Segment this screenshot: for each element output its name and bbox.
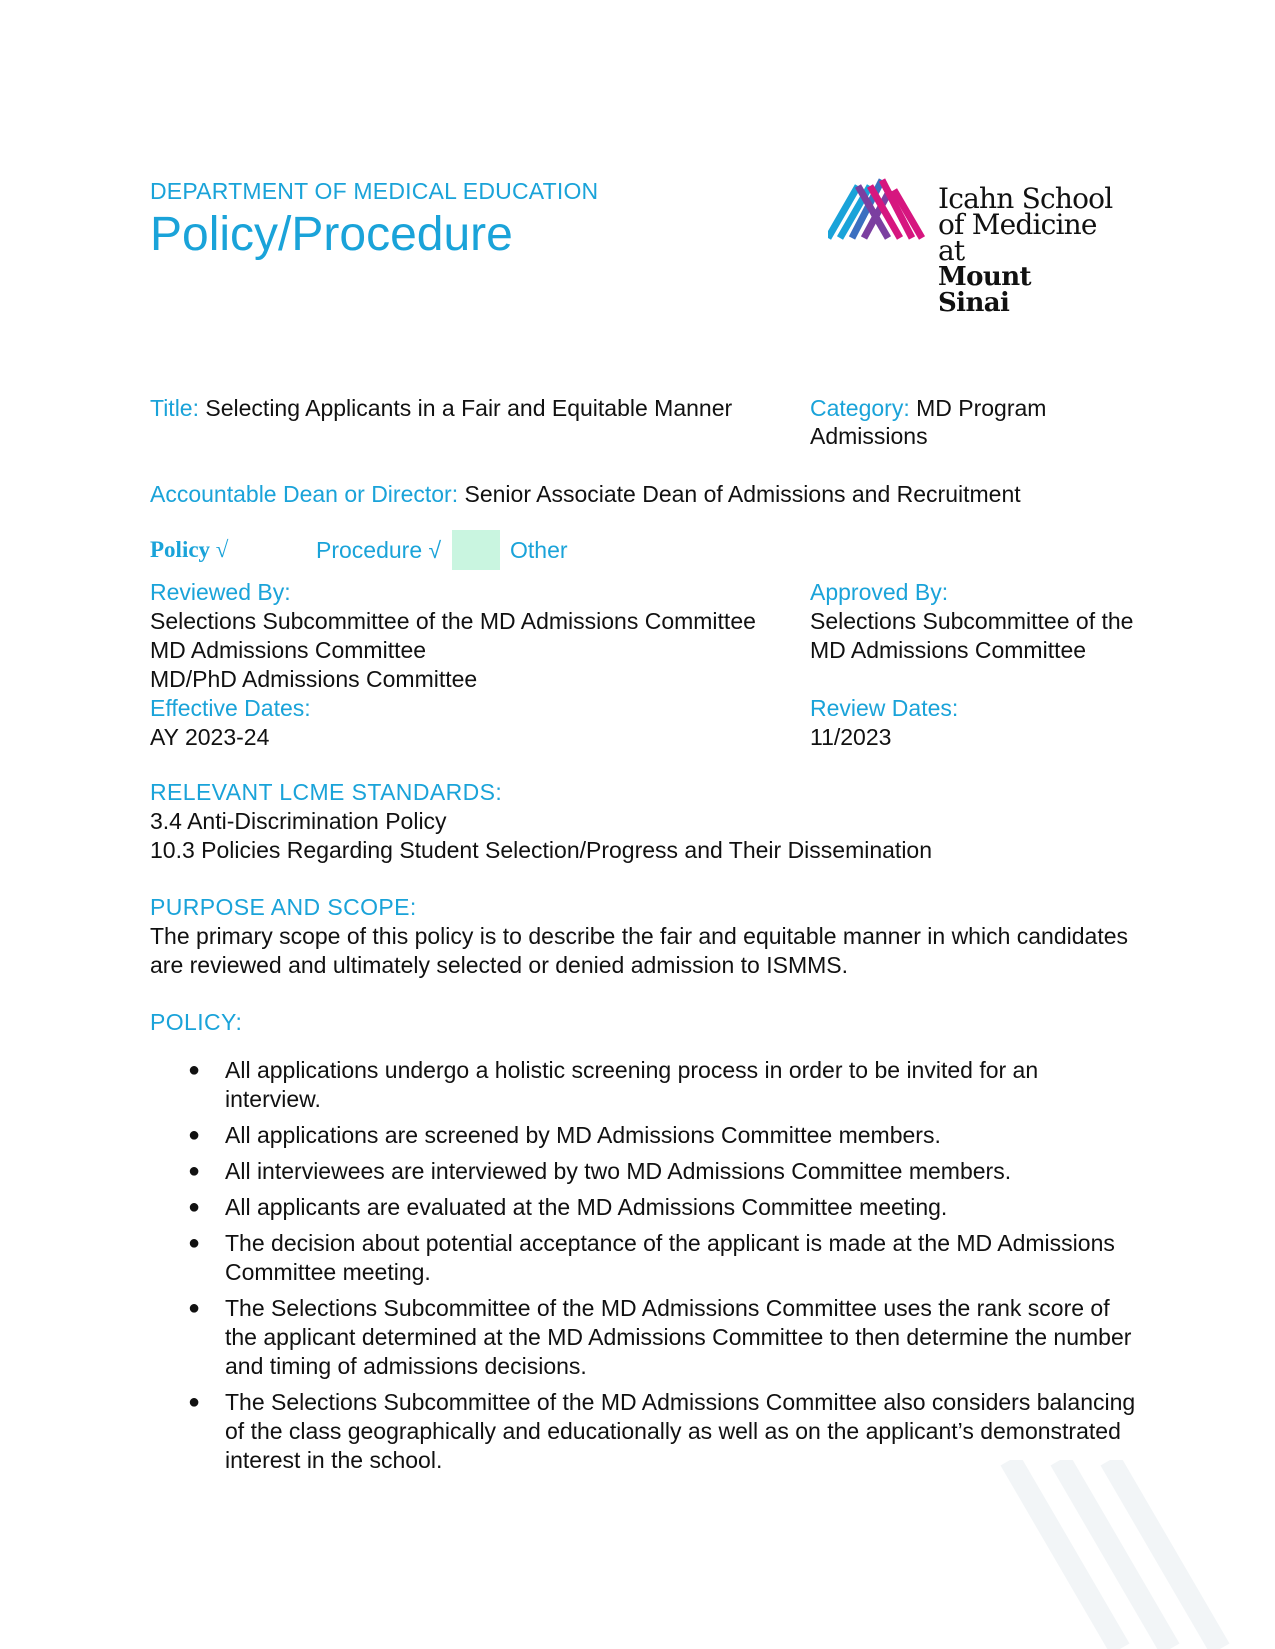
bullet-icon: ● [188,1297,201,1319]
list-item: ● All applicants are evaluated at the MD Admissions Committee meeting. [188,1194,948,1220]
category-label: Category: [810,395,910,421]
logo-mark-icon [828,176,938,246]
bullet-icon: ● [188,1391,201,1413]
category-value-line1: MD Program [916,395,1047,421]
lcme-standard-item: 3.4 Anti-Discrimination Policy [150,808,447,834]
procedure-check: Procedure √ [316,537,442,563]
title-value: Selecting Applicants in a Fair and Equitable Manner [205,395,733,421]
page-title: Policy/Procedure [150,208,513,261]
policy-list [150,1056,1140,1482]
logo-text-line1: Icahn School [938,182,1113,215]
department-heading: DEPARTMENT OF MEDICAL EDUCATION [150,178,599,204]
dean-label: Accountable Dean or Director: [150,481,459,507]
logo-text-line2: of Medicine at [938,208,1097,267]
approved-by-item: MD Admissions Committee [810,637,1087,663]
list-item: ● All applications undergo a holistic screening process in order to be invited for an interview. [188,1057,1039,1112]
effective-dates-label: Effective Dates: [150,695,311,721]
policy-section [150,1008,242,1037]
purpose-heading: PURPOSE AND SCOPE: [150,894,417,920]
lcme-standards-heading: RELEVANT LCME STANDARDS: [150,779,503,805]
review-dates-label: Review Dates: [810,695,959,721]
reviewed-by-item: MD/PhD Admissions Committee [150,666,478,692]
title-label: Title: [150,395,199,421]
approved-by-item: Selections Subcommittee of the [810,608,1134,634]
dean-value: Senior Associate Dean of Admissions and Recruitment [464,481,1021,507]
purpose-section [150,893,1150,980]
accountable-dean-field [150,480,1021,508]
other-check: Other [510,537,568,563]
other-checkbox [452,530,500,570]
effective-dates-value: AY 2023-24 [150,724,270,750]
policy-heading: POLICY: [150,1009,243,1035]
watermark-stripes-icon [1000,1460,1275,1649]
bullet-icon: ● [188,1059,201,1081]
policy-check: Policy √ [150,537,229,562]
institution-logo [828,176,1128,318]
review-dates-value: 11/2023 [810,724,892,750]
list-item: ● The decision about potential acceptance of the applicant is made at the MD Admissions Committee meeting. [188,1230,1115,1285]
category-field [810,394,1046,450]
reviewed-by-item: MD Admissions Committee [150,637,427,663]
title-field [150,394,732,422]
reviewed-by-label: Reviewed By: [150,579,291,605]
purpose-text: The primary scope of this policy is to describe the fair and equitable manner in which candidates are reviewed and ultimately selected or denied admission to ISMMS. [150,923,1129,978]
approved-by-block [810,578,1133,752]
approved-by-label: Approved By: [810,579,949,605]
bullet-icon: ● [188,1124,201,1146]
reviewed-by-block [150,578,756,752]
list-item: ● The Selections Subcommittee of the MD Admissions Committee uses the rank score of the applicant determined at the MD Admissions Committee to then determine the number and timing of admissions decisions. [188,1295,1132,1379]
bullet-icon: ● [188,1160,201,1182]
list-item: ● All applications are screened by MD Admissions Committee members. [188,1122,941,1148]
list-item: ● All interviewees are interviewed by two MD Admissions Committee members. [188,1158,1012,1184]
lcme-standard-item: 10.3 Policies Regarding Student Selection/Progress and Their Dissemination [150,837,933,863]
category-value-line2: Admissions [810,423,928,449]
list-item: ● The Selections Subcommittee of the MD Admissions Committee also considers balancing of the class geographically and educationally as well as on the applicant’s demonstrated interest in the school. [188,1389,1136,1473]
reviewed-by-item: Selections Subcommittee of the MD Admissions Committee [150,608,756,634]
bullet-icon: ● [188,1196,201,1218]
logo-text-line4: Sinai [938,288,1010,318]
lcme-standards-section [150,778,932,865]
bullet-icon: ● [188,1232,201,1254]
logo-text-line3: Mount [938,262,1031,292]
